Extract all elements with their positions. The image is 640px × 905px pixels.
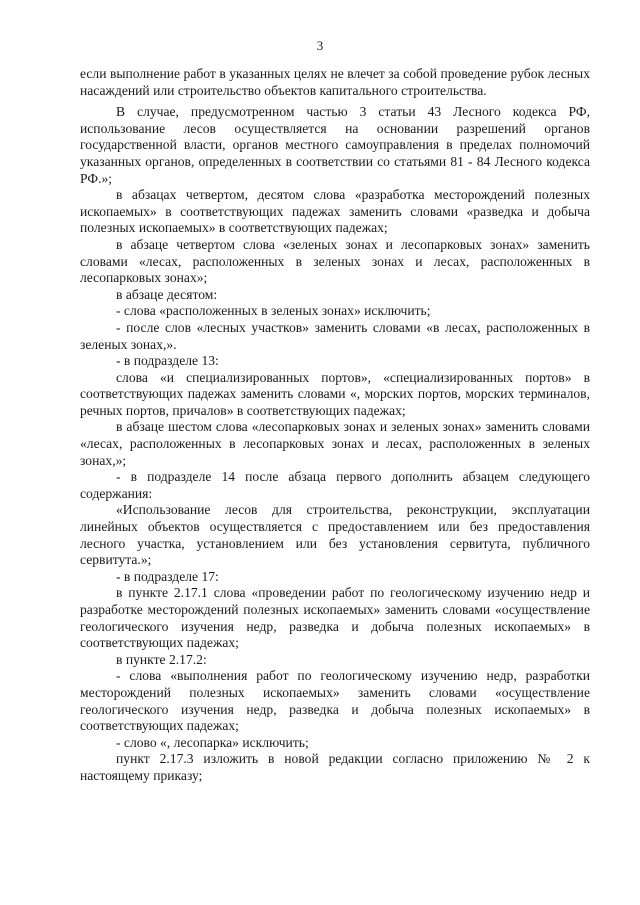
- paragraph: В случае, предусмотренном частью 3 статьи 43 Лесного кодекса РФ, использование лесов осуществляется на основании разрешений органов государственной власти, органов местного самоуправления в пределах полномочий указанных органов, определенных в соответствии со статьями 81 - 84 Лесного кодекса РФ.»;: [80, 104, 590, 186]
- paragraph: в абзаце десятом:: [116, 286, 218, 302]
- paragraph: - после слов «лесных участков» заменить словами «в лесах, расположенных в зеленых зонах,».: [80, 319, 590, 352]
- paragraph: «Использование лесов для строительства, реконструкции, эксплуатации линейных объектов осуществляется с предоставлением или без предоставления лесного участка, установлением или без установления сервитута, публичного сервитута.»;: [80, 502, 590, 568]
- paragraph: - слово «, лесопарка» исключить;: [116, 734, 309, 750]
- paragraph: - слова «выполнения работ по геологическому изучению недр, разработки месторождений полезных ископаемых» заменить словами «осуществление геологического изучения недр, разведка и добыча полезных ископаемых» в соответствующих падежах;: [80, 668, 590, 734]
- paragraph: пункт 2.17.3 изложить в новой редакции согласно приложению № 2 к настоящему приказу;: [80, 751, 590, 783]
- paragraph: - в подразделе 14 после абзаца первого дополнить абзацем следующего содержания:: [80, 469, 590, 501]
- paragraph: в абзаце шестом слова «лесопарковых зонах и зеленых зонах» заменить словами «лесах, расположенных в лесопарковых зонах и лесах, расположенных в зеленых зонах,»;: [80, 419, 590, 468]
- paragraph: в пункте 2.17.1 слова «проведении работ по геологическому изучению недр и разработке месторождений полезных ископаемых» заменить словами «осуществление геологического изучения недр, разведка и добыча полезных ископаемых» в соответствующих падежах;: [80, 585, 590, 651]
- paragraph: в абзаце четвертом слова «зеленых зонах и лесопарковых зонах» заменить словами «лесах, расположенных в зеленых зонах и лесах, расположенных в лесопарковых зонах»;: [80, 236, 590, 286]
- paragraph: - в подразделе 13:: [116, 353, 219, 369]
- paragraph: если выполнение работ в указанных целях не влечет за собой проведение рубок лесных насаждений или строительство объектов капитального строительства.: [80, 66, 590, 98]
- paragraph: в абзацах четвертом, десятом слова «разработка месторождений полезных ископаемых» в соответствующих падежах заменить словами «разведка и добыча полезных ископаемых» в соответствующих падежах;: [80, 187, 590, 236]
- page-number: 3: [316, 38, 324, 53]
- paragraph: - слова «расположенных в зеленых зонах» исключить;: [116, 303, 431, 319]
- document-body: [80, 66, 590, 785]
- paragraph: слова «и специализированных портов», «специализированных портов» в соответствующих падежах заменить словами «, морских портов, морских терминалов, речных портов, причалов» в соответствующих падежах;: [80, 369, 590, 418]
- paragraph: - в подразделе 17:: [116, 568, 219, 584]
- paragraph: в пункте 2.17.2:: [116, 651, 207, 667]
